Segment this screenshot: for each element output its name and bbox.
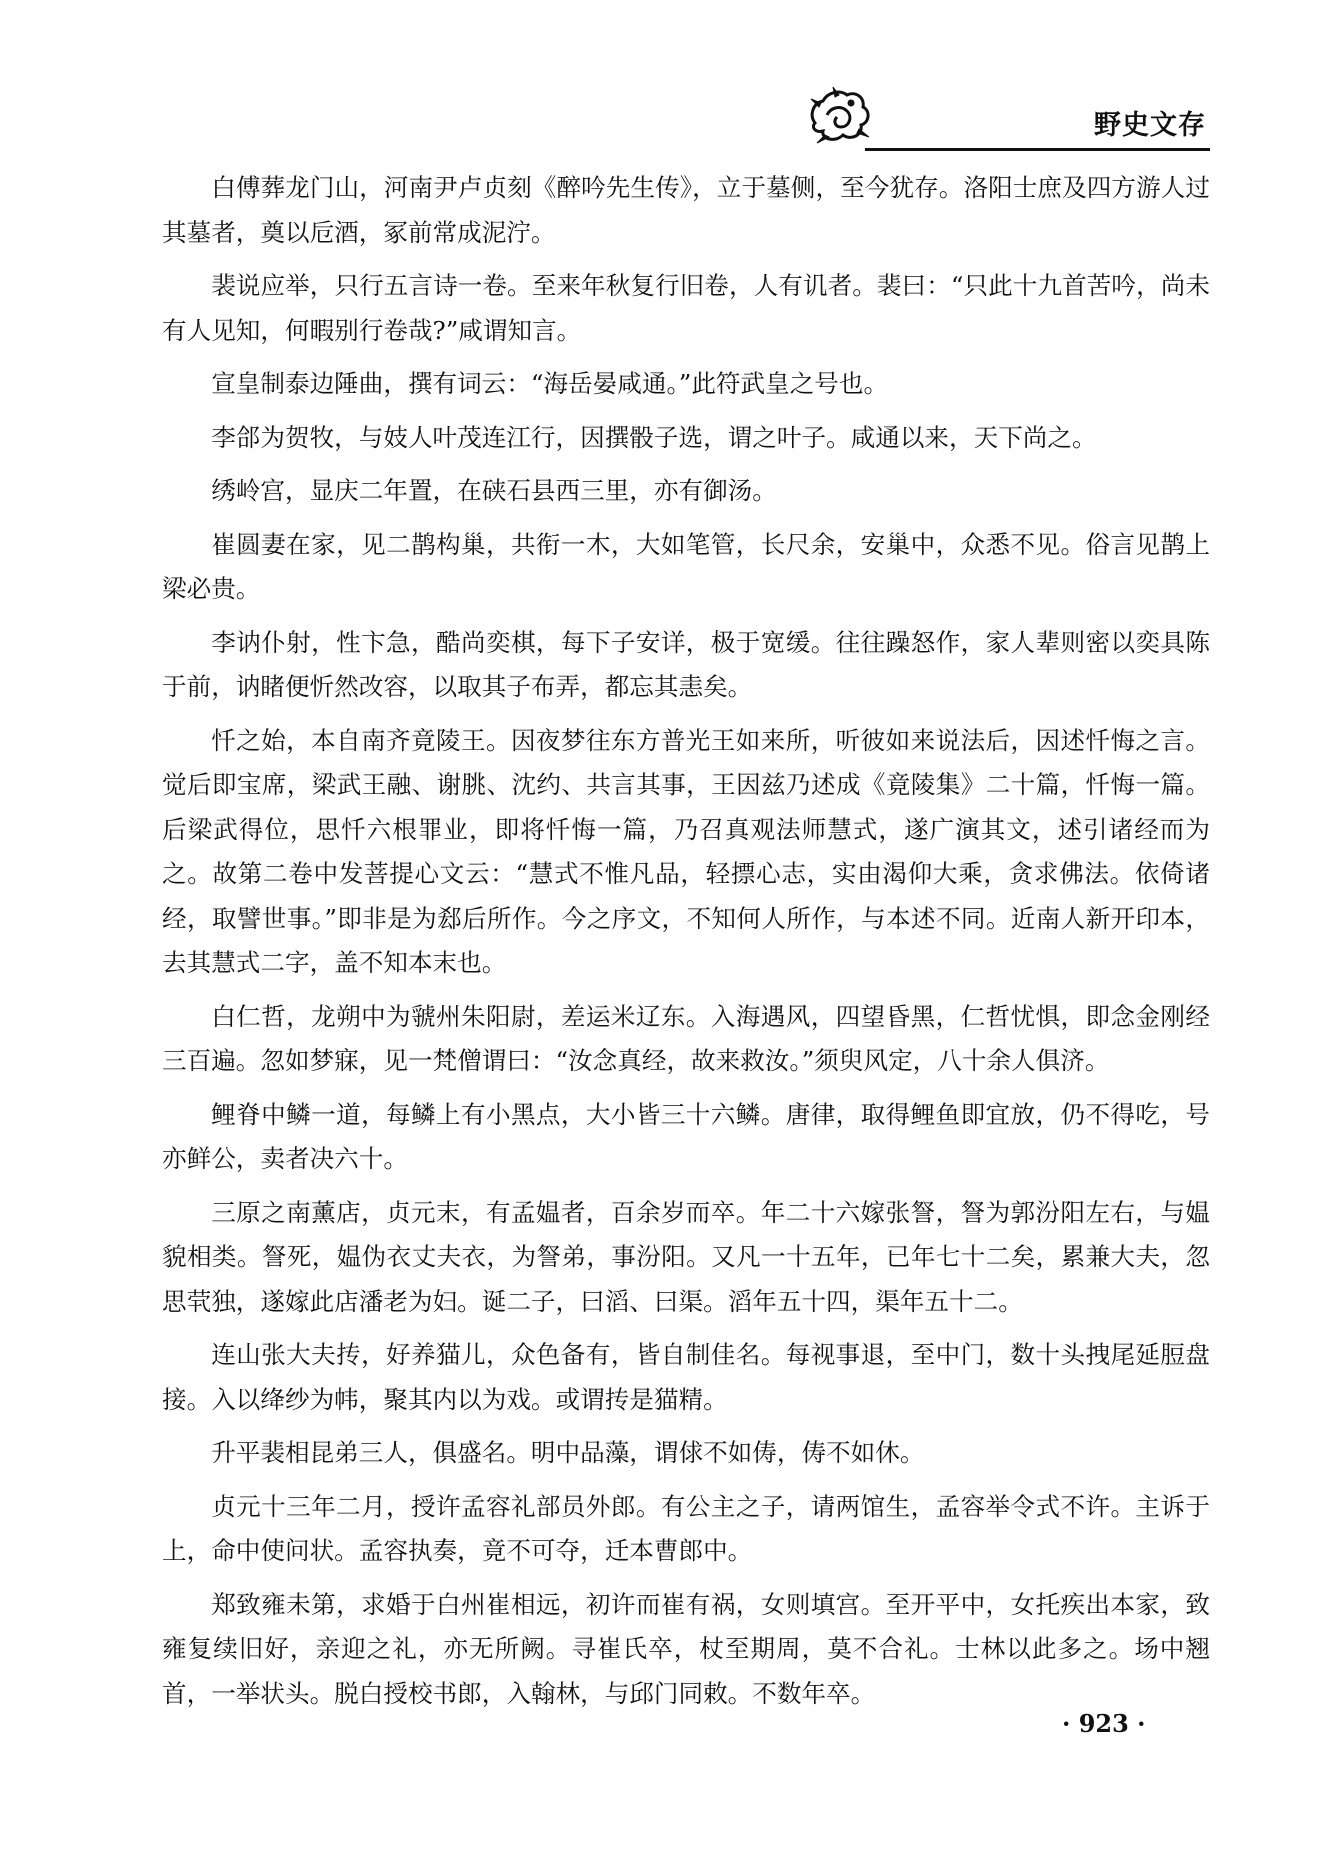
- paragraph: 崔圆妻在家，见二鹊构巢，共衔一木，大如笔管，长尺余，安巢中，众悉不见。俗言见鹊上梁必贵。: [162, 529, 1210, 603]
- paragraph: 宣皇制泰边陲曲，撰有词云：“海岳晏咸通。”此符武皇之号也。: [211, 369, 889, 398]
- paragraph: 连山张大夫抟，好养猫儿，众色备有，皆自制佳名。每视事退，至中门，数十头拽尾延脰盘接。入以绛纱为帏，聚其内以为戏。或谓抟是猫精。: [162, 1340, 1210, 1414]
- body-text: [162, 166, 1210, 1725]
- paragraph: 白傅葬龙门山，河南尹卢贞刻《醉吟先生传》，立于墓侧，至今犹存。洛阳士庶及四方游人过其墓者，奠以卮酒，冢前常成泥泞。: [162, 173, 1210, 247]
- paragraph: 贞元十三年二月，授许孟容礼部员外郎。有公主之子，请两馆生，孟容举令式不许。主诉于上，命中使问状。孟容执奏，竟不可夺，迁本曹郎中。: [162, 1491, 1210, 1565]
- running-title: 野史文存: [1094, 110, 1206, 141]
- paragraph: 裴说应举，只行五言诗一卷。至来年秋复行旧卷，人有讥者。裴曰：“只此十九首苦吟，尚未有人见知，何暇别行卷哉?”咸谓知言。: [162, 271, 1210, 345]
- header-rule: [865, 148, 1210, 151]
- paragraph: 鲤脊中鳞一道，每鳞上有小黑点，大小皆三十六鳞。唐律，取得鲤鱼即宜放，仍不得吃，号亦鲜公，卖者决六十。: [162, 1099, 1210, 1173]
- paragraph: 升平裴相昆弟三人，俱盛名。明中品藻，谓俅不如俦，俦不如休。: [211, 1438, 925, 1467]
- paragraph: 李郃为贺牧，与妓人叶茂连江行，因撰骰子选，谓之叶子。咸通以来，天下尚之。: [211, 422, 1097, 452]
- paragraph: 李讷仆射，性卞急，酷尚奕棋，每下子安详，极于宽缓。往往躁怒作，家人辈则密以奕具陈于前，讷睹便忻然改容，以取其子布弄，都忘其恚矣。: [162, 627, 1210, 701]
- paragraph: 三原之南薰店，贞元末，有孟媪者，百余岁而卒。年二十六嫁张詧，詧为郭汾阳左右，与媪貌相类。詧死，媪伪衣丈夫衣，为詧弟，事汾阳。又凡一十五年，已年七十二矣，累兼大夫，忽思茕独，遂嫁此店潘老为妇。诞二子，曰滔、曰渠。滔年五十四，渠年五十二。: [162, 1197, 1210, 1316]
- paragraph: 绣岭宫，显庆二年置，在硖石县西三里，亦有御汤。: [211, 476, 777, 505]
- dragon-icon: [805, 85, 875, 147]
- paragraph: 忏之始，本自南齐竟陵王。因夜梦往东方普光王如来所，听彼如来说法后，因述忏悔之言。觉后即宝席，梁武王融、谢朓、沈约、共言其事，王因兹乃述成《竟陵集》二十篇，忏悔一篇。后梁武得位，思忏六根罪业，即将忏悔一篇，乃召真观法师慧式，遂广演其文，述引诸经而为之。故第二卷中发菩提心文云：“慧式不惟凡品，轻摽心志，实由渴仰大乘，贪求佛法。依倚诸经，取譬世事。”即非是为郄后所作。今之序文，不知何人所作，与本述不同。近南人新开印本，去其慧式二字，盖不知本末也。: [162, 725, 1210, 977]
- page-number: · 923 ·: [1062, 1709, 1146, 1738]
- running-header: [805, 85, 1210, 153]
- paragraph: 郑致雍未第，求婚于白州崔相远，初许而崔有祸，女则填宫。至开平中，女托疾出本家，致雍复续旧好，亲迎之礼，亦无所阙。寻崔氏卒，杖至期周，莫不合礼。士林以此多之。场中翘首，一举状头。脱白授校书郎，入翰林，与邱门同敕。不数年卒。: [162, 1589, 1210, 1708]
- paragraph: 白仁哲，龙朔中为虢州朱阳尉，差运米辽东。入海遇风，四望昏黑，仁哲忧惧，即念金刚经三百遍。忽如梦寐，见一梵僧谓曰：“汝念真经，故来救汝。”须臾风定，八十余人俱济。: [162, 1001, 1210, 1075]
